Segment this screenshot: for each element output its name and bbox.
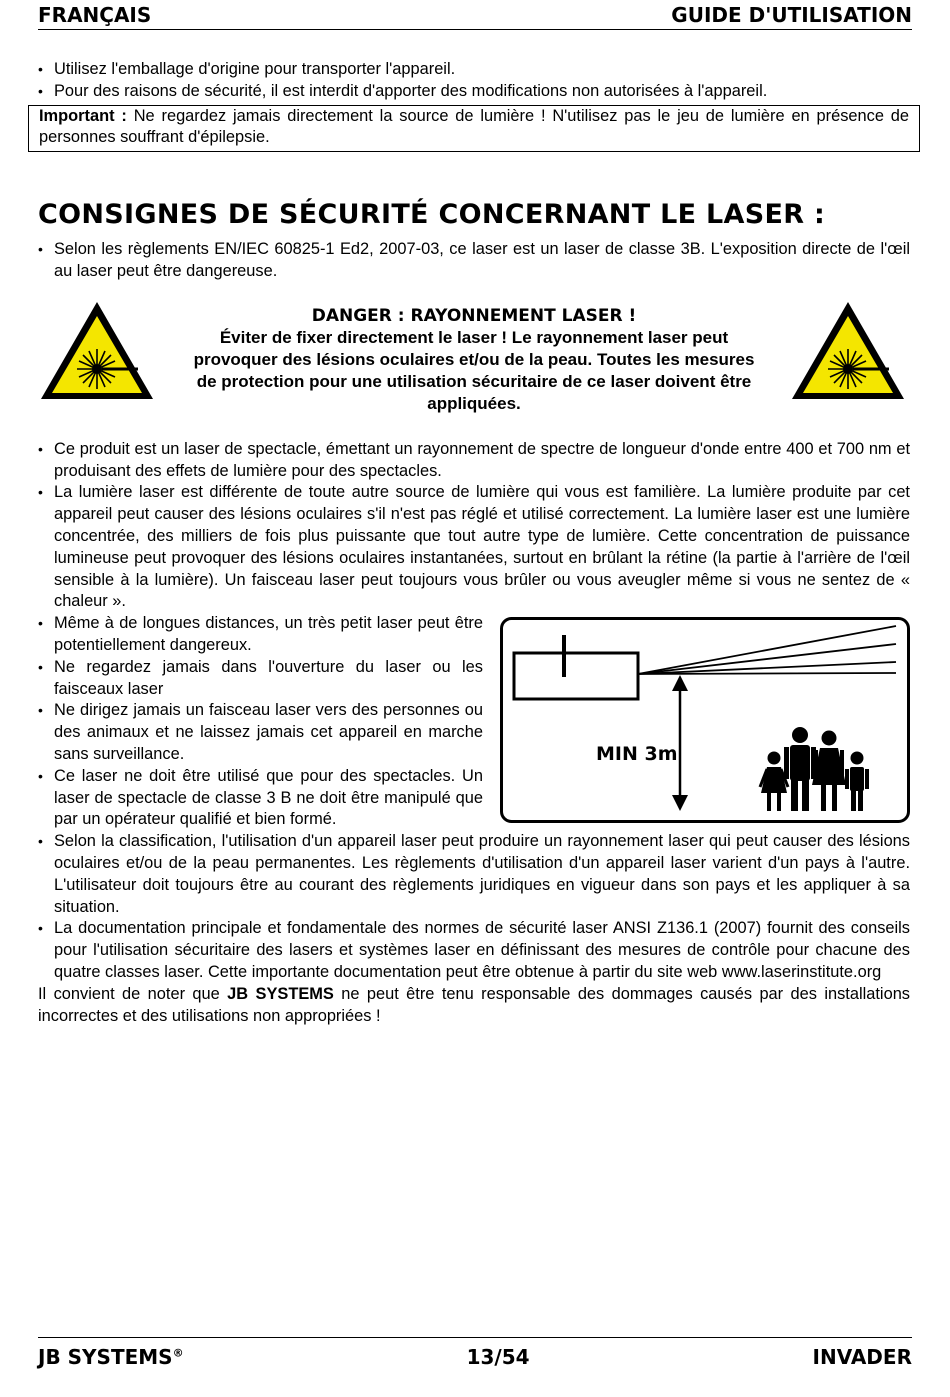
header-guide-title: GUIDE D'UTILISATION (671, 3, 912, 28)
danger-message (188, 305, 760, 415)
list-item: • Ce laser ne doit être utilisé que pour des spectacles. Un laser de spectacle de classe 3 B ne doit être manipulé que par un opérateur qualifié et bien formé. (38, 766, 483, 831)
important-text: Ne regardez jamais directement la source de lumière ! N'utilisez pas le jeu de lumière en présence de personnes souffrant d'épilepsie. (39, 106, 909, 147)
section-title: CONSIGNES DE SÉCURITÉ CONCERNANT LE LASER : (38, 199, 826, 231)
list-item: • Pour des raisons de sécurité, il est interdit d'apporter des modifications non autorisées à l'appareil. (38, 81, 910, 103)
list-item: • Ne regardez jamais dans l'ouverture du laser ou les faisceaux laser (38, 657, 483, 701)
footer-product: INVADER (812, 1345, 912, 1370)
list-item: • La lumière laser est différente de toute autre source de lumière qui vous est familière. La lumière produite par cet appareil peut causer des lésions oculaires s'il n'est pas réglé et utilisé correctement. La lumière laser est une lumière concentrée, des milliers de fois plus puissante que tout autre type de lumière. Cette concentration de puissance lumineuse peut provoquer des lésions oculaires instantanées, surtout en brûlant la rétine (la partie à l'arrière de l'œil sensible à la lumière). Un faisceau laser peut toujours vous brûler ou vous aveugler même si vous ne sentez de « chaleur ». (38, 482, 910, 613)
disclaimer-brand: JB SYSTEMS (227, 984, 334, 1003)
registered-mark: ® (172, 1346, 184, 1360)
min-distance-label: MIN 3m (596, 743, 678, 766)
page-content (38, 59, 910, 1027)
laser-safety-list (38, 439, 910, 613)
page-number: 13/54 (466, 1345, 530, 1370)
footer-brand-name: JB SYSTEMS (38, 1345, 173, 1370)
disclaimer-post: ne peut être tenu responsable des dommages causés par des installations incorrectes et des utilisations non appropriées ! (38, 984, 910, 1025)
footer-brand (38, 1347, 184, 1369)
list-item: • La documentation principale et fondamentale des normes de sécurité laser ANSI Z136.1 (2007) fournit des conseils pour l'utilisation sécuritaire des lasers et systèmes laser en définissant des mesures de contrôle pour chacune des quatre classes laser. Cette importante documentation peut être obtenue à partir du site web www.laserinstitute.org (38, 918, 910, 983)
list-item: • Selon la classification, l'utilisation d'un appareil laser peut produire un rayonnement laser qui peut causer des lésions oculaires et/ou de la peau permanentes. Les règlements d'utilisation d'un appareil laser varient d'un pays à l'autre. L'utilisateur doit toujours être au courant des règlements juridiques en vigueur dans son pays et les appliquer à sa situation. (38, 831, 910, 918)
side-list (38, 613, 483, 831)
danger-block (38, 299, 910, 429)
list-item: • Utilisez l'emballage d'origine pour transporter l'appareil. (38, 59, 910, 81)
page-header (38, 2, 912, 30)
disclaimer-pre: Il convient de noter que (38, 984, 228, 1003)
page-footer (38, 1337, 912, 1369)
danger-text: Éviter de fixer directement le laser ! Le rayonnement laser peut provoquer des lésions oculaires et/ou de la peau. Toutes les mesures de protection pour une utilisation sécuritaire de ce laser doivent être appliquées. (193, 327, 755, 413)
laser-unit-icon (514, 653, 638, 699)
classification-list (38, 831, 910, 984)
minimum-height-diagram (500, 617, 910, 823)
important-label: Important : (39, 106, 127, 125)
list-item: • Même à de longues distances, un très petit laser peut être potentiellement dangereux. (38, 613, 483, 657)
laser-warning-icon (789, 299, 907, 403)
header-language: FRANÇAIS (38, 3, 152, 28)
list-item: • Selon les règlements EN/IEC 60825-1 Ed2, 2007-03, ce laser est un laser de classe 3B. L'exposition directe de l'œil au laser peut être dangereuse. (38, 239, 910, 283)
important-box (28, 105, 920, 153)
list-item: • Ce produit est un laser de spectacle, émettant un rayonnement de spectre de longueur d'onde entre 400 et 700 nm et produisant des effets de lumière pour des spectacles. (38, 439, 910, 483)
laser-warning-icon (38, 299, 156, 403)
regulation-list (38, 239, 910, 283)
diagram-section (38, 613, 910, 831)
danger-title: DANGER : RAYONNEMENT LASER ! (311, 305, 637, 326)
list-item: • Ne dirigez jamais un faisceau laser vers des personnes ou des animaux et ne laissez jamais cet appareil en marche sans surveillance. (38, 700, 483, 765)
disclaimer (38, 984, 910, 1028)
intro-list (38, 59, 910, 103)
